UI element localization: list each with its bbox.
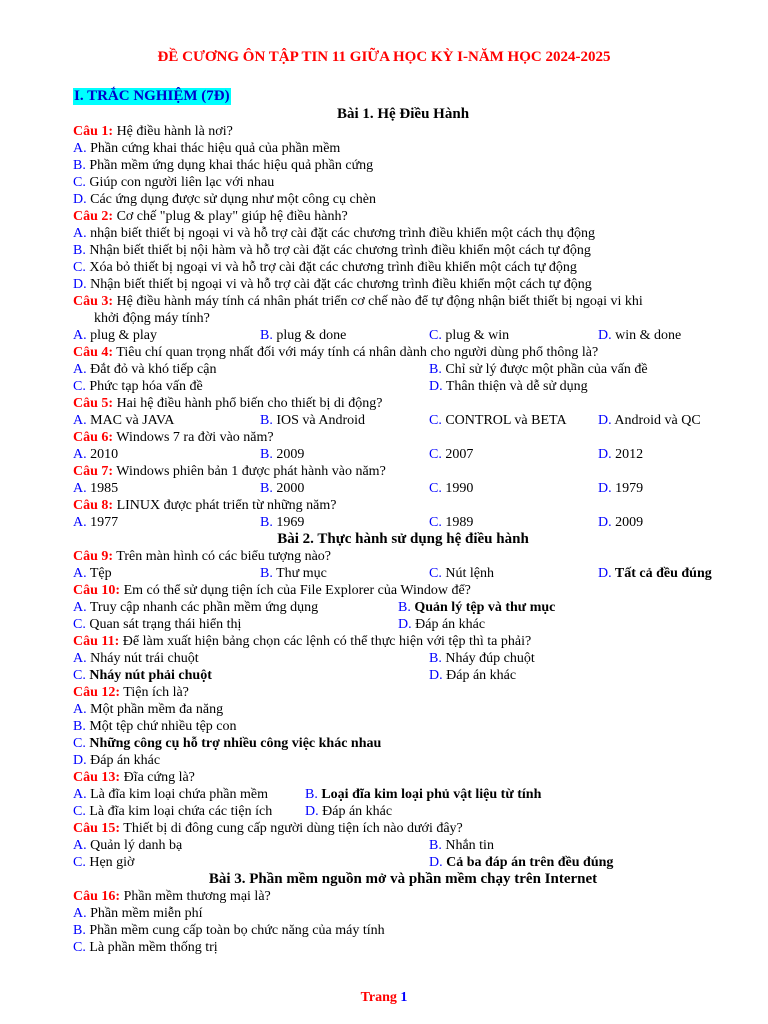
answer-option <box>398 616 485 633</box>
answer-letter: B. <box>260 566 273 581</box>
answer-row <box>73 650 733 667</box>
answer-text: Android và QC <box>611 413 701 428</box>
answer-text: 2000 <box>272 481 305 496</box>
answer-text: CONTROL và BETA <box>441 413 567 428</box>
lesson-heading: Bài 2. Thực hành sử dụng hệ điều hành <box>277 531 529 547</box>
question-line <box>73 123 733 140</box>
question-number: Câu 6: <box>73 430 114 445</box>
question-line <box>73 820 733 837</box>
question-text: Thiết bị di đông cung cấp người dùng tiện ích nào dưới đây? <box>120 821 463 836</box>
answer-row <box>73 616 733 633</box>
question-text: Tiện ích là? <box>120 685 189 700</box>
question-number: Câu 8: <box>73 498 114 513</box>
answer-option <box>598 565 712 582</box>
answer-text: 2012 <box>611 447 644 462</box>
footer-label: Trang <box>360 990 397 1005</box>
question-number: Câu 9: <box>73 549 114 564</box>
answer-option <box>73 446 118 463</box>
answer-option <box>429 327 509 344</box>
answer-text: 1990 <box>441 481 474 496</box>
lesson-heading: Bài 3. Phần mềm nguồn mở và phần mềm chạy trên Internet <box>208 871 598 887</box>
answer-row <box>73 361 733 378</box>
answer-letter: A. <box>73 838 87 853</box>
answer-text: Phần cứng khai thác hiệu quả của phần mềm <box>86 141 341 156</box>
question-text: Đĩa cứng là? <box>120 770 195 785</box>
answer-option <box>73 242 733 259</box>
answer-option <box>598 446 643 463</box>
answer-option <box>260 480 304 497</box>
answer-row <box>73 480 733 497</box>
answer-text: Đáp án khác <box>86 753 161 768</box>
answer-text: Loại đĩa kim loại phủ vật liệu từ tính <box>317 787 542 802</box>
answer-option <box>429 837 494 854</box>
question-text: Windows phiên bản 1 được phát hành vào năm? <box>113 464 386 479</box>
answer-text: Nháy nút trái chuột <box>86 651 199 666</box>
answer-text: Quản lý tệp và thư mục <box>410 600 556 615</box>
answer-letter: B. <box>429 838 442 853</box>
answer-row <box>73 854 733 871</box>
answer-letter: B. <box>429 651 442 666</box>
answer-text: Xóa bỏ thiết bị ngoại vi và hỗ trợ cài đặt các chương trình điều khiển một cách tự động <box>85 260 577 275</box>
answer-text: Là phần mềm thống trị <box>85 940 218 955</box>
answer-letter: A. <box>73 515 87 530</box>
question-text: Hệ điều hành máy tính cá nhân phát triển cơ chế nào để tự động nhận biết thiết bị ngoại vi khi <box>113 294 643 309</box>
answer-letter: D. <box>598 447 612 462</box>
answer-option <box>73 157 733 174</box>
answer-letter: A. <box>73 906 87 921</box>
answer-letter: D. <box>429 855 443 870</box>
answer-letter: C. <box>429 447 442 462</box>
answer-option <box>598 514 643 531</box>
answer-option <box>73 650 199 667</box>
answer-row <box>73 412 733 429</box>
answer-letter: B. <box>429 362 442 377</box>
answer-option <box>73 939 733 956</box>
question-text: Phần mềm thương mại là? <box>120 889 271 904</box>
question-text: Tiêu chí quan trọng nhất đối với máy tính cá nhân dành cho người dùng phổ thông là? <box>113 345 599 360</box>
question-line <box>73 395 733 412</box>
answer-letter: B. <box>73 923 86 938</box>
answer-text: plug & done <box>272 328 347 343</box>
answer-text: Nhận biết thiết bị ngoại vi và hỗ trợ cài đặt các chương trình điều khiển một cách tự động <box>86 277 592 292</box>
answer-text: Đáp án khác <box>318 804 393 819</box>
answer-letter: A. <box>73 787 87 802</box>
answer-option <box>429 650 535 667</box>
answer-option <box>73 514 118 531</box>
answer-row <box>73 378 733 395</box>
question-line <box>73 769 733 786</box>
answer-option <box>305 786 541 803</box>
question-line <box>73 888 733 905</box>
answer-option <box>73 259 733 276</box>
answer-letter: D. <box>598 515 612 530</box>
answer-option <box>73 854 134 871</box>
answer-option <box>73 565 112 582</box>
answer-text: Phần mềm ứng dụng khai thác hiệu quả phần cứng <box>85 158 374 173</box>
answer-option <box>429 854 613 871</box>
question-line <box>73 463 733 480</box>
answer-row <box>73 327 733 344</box>
answer-text: Tệp <box>86 566 112 581</box>
answer-option <box>73 225 733 242</box>
question-number: Câu 7: <box>73 464 114 479</box>
answer-option <box>73 616 241 633</box>
answer-row <box>73 599 733 616</box>
answer-text: Nháy nút phải chuột <box>85 668 212 683</box>
answer-option <box>73 412 174 429</box>
answer-text: Một phần mềm đa năng <box>86 702 224 717</box>
question-line <box>73 208 733 225</box>
question-text: Trên màn hình có các biểu tượng nào? <box>113 549 332 564</box>
answer-letter: A. <box>73 141 87 156</box>
question-number: Câu 13: <box>73 770 121 785</box>
answer-option <box>73 378 203 395</box>
answer-text: Một tệp chứ nhiều tệp con <box>85 719 237 734</box>
question-line <box>73 293 733 310</box>
answer-option <box>73 599 318 616</box>
question-number: Câu 10: <box>73 583 121 598</box>
answer-option <box>398 599 555 616</box>
answer-option <box>429 480 473 497</box>
answer-letter: C. <box>429 328 442 343</box>
answer-option <box>429 361 648 378</box>
answer-letter: C. <box>73 260 86 275</box>
question-text: Hệ điều hành là nơi? <box>113 124 233 139</box>
answer-option <box>73 174 733 191</box>
answer-row <box>73 803 733 820</box>
answer-option <box>73 735 733 752</box>
answer-option <box>598 412 701 429</box>
answer-text: 1969 <box>272 515 305 530</box>
answer-option <box>260 327 346 344</box>
answer-letter: D. <box>73 753 87 768</box>
answer-text: Tất cả đều đúng <box>611 566 712 581</box>
answer-text: Phần mềm cung cấp toàn bọ chức năng của máy tính <box>85 923 385 938</box>
answer-text: 2007 <box>441 447 474 462</box>
answer-text: plug & play <box>86 328 158 343</box>
answer-option <box>429 446 473 463</box>
question-line <box>73 633 733 650</box>
answer-text: Truy cập nhanh các phần mềm ứng dụng <box>86 600 319 615</box>
answer-text: Đáp án khác <box>442 668 517 683</box>
question-line <box>73 582 733 599</box>
answer-text: Phức tạp hóa vấn đề <box>85 379 203 394</box>
answer-option <box>260 565 327 582</box>
question-text: Em có thể sử dụng tiện ích của File Explorer của Window để? <box>120 583 471 598</box>
answer-option <box>73 191 733 208</box>
answer-row <box>73 446 733 463</box>
answer-letter: A. <box>73 328 87 343</box>
answer-text: Chỉ sử lý được một phần của vấn đề <box>441 362 648 377</box>
answer-row <box>73 514 733 531</box>
answer-letter: C. <box>73 940 86 955</box>
answer-text: Những công cụ hỗ trợ nhiều công việc khác nhau <box>85 736 382 751</box>
answer-text: Hẹn giờ <box>85 855 135 870</box>
answer-option <box>73 701 733 718</box>
answer-option <box>305 803 392 820</box>
answer-option <box>73 803 272 820</box>
answer-option <box>73 327 157 344</box>
answer-option <box>73 140 733 157</box>
answer-letter: B. <box>73 158 86 173</box>
question-text-continued: khởi động máy tính? <box>94 311 210 326</box>
question-line <box>73 429 733 446</box>
answer-text: Nút lệnh <box>441 566 494 581</box>
question-text: Để làm xuất hiện bảng chọn các lệnh có thể thực hiện với tệp thì ta phải? <box>119 634 532 649</box>
answer-letter: B. <box>260 447 273 462</box>
answer-text: 2010 <box>86 447 119 462</box>
answer-letter: C. <box>429 515 442 530</box>
answer-letter: A. <box>73 702 87 717</box>
answer-text: Đáp án khác <box>411 617 486 632</box>
answer-option <box>429 667 516 684</box>
answer-text: Quản lý danh bạ <box>86 838 183 853</box>
question-text: LINUX được phát triển từ những năm? <box>113 498 337 513</box>
answer-letter: D. <box>305 804 319 819</box>
answer-text: Là đĩa kim loại chứa phần mềm <box>86 787 268 802</box>
answer-option <box>429 378 588 395</box>
question-text: Cơ chế "plug & play" giúp hệ điều hành? <box>113 209 348 224</box>
answer-text: Nháy đúp chuột <box>441 651 535 666</box>
answer-option <box>598 327 681 344</box>
question-line <box>73 344 733 361</box>
answer-text: 1977 <box>86 515 119 530</box>
answer-text: Nhắn tin <box>441 838 494 853</box>
answer-option <box>73 905 733 922</box>
answer-option <box>73 718 733 735</box>
answer-row <box>73 786 733 803</box>
answer-option <box>73 786 268 803</box>
question-text: Windows 7 ra đời vào năm? <box>113 430 274 445</box>
answer-letter: C. <box>429 566 442 581</box>
answer-text: 1989 <box>441 515 474 530</box>
answer-letter: B. <box>305 787 318 802</box>
answer-text: Thư mục <box>272 566 327 581</box>
answer-row <box>73 565 733 582</box>
answer-letter: C. <box>429 413 442 428</box>
question-number: Câu 5: <box>73 396 114 411</box>
answer-letter: A. <box>73 413 87 428</box>
answer-text: win & done <box>611 328 682 343</box>
answer-letter: D. <box>73 192 87 207</box>
answer-letter: B. <box>73 719 86 734</box>
document-title: ĐỀ CƯƠNG ÔN TẬP TIN 11 GIỮA HỌC KỲ I-NĂM HỌC 2024-2025 <box>157 49 611 65</box>
answer-option <box>429 565 494 582</box>
question-text: Hai hệ điều hành phổ biến cho thiết bị di động? <box>113 396 383 411</box>
answer-letter: D. <box>429 668 443 683</box>
answer-letter: C. <box>73 804 86 819</box>
answer-text: Cả ba đáp án trên đều đúng <box>442 855 614 870</box>
question-number: Câu 15: <box>73 821 121 836</box>
answer-option <box>73 837 182 854</box>
question-number: Câu 2: <box>73 209 114 224</box>
answer-letter: B. <box>260 328 273 343</box>
answer-option <box>429 412 567 429</box>
answer-option <box>260 514 304 531</box>
question-number: Câu 12: <box>73 685 121 700</box>
answer-option <box>73 480 118 497</box>
answer-letter: D. <box>598 566 612 581</box>
answer-letter: A. <box>73 447 87 462</box>
answer-letter: A. <box>73 566 87 581</box>
question-number: Câu 3: <box>73 294 114 309</box>
answer-letter: B. <box>260 515 273 530</box>
section-heading: I. TRẮC NGHIỆM (7Đ) <box>74 88 230 104</box>
answer-letter: D. <box>73 277 87 292</box>
answer-letter: A. <box>73 651 87 666</box>
answer-text: Nhận biết thiết bị nội hàm và hỗ trợ cài đặt các chương trình điều khiển một cách tự động <box>85 243 591 258</box>
answer-letter: B. <box>73 243 86 258</box>
answer-letter: A. <box>73 481 87 496</box>
answer-option <box>429 514 473 531</box>
question-number: Câu 11: <box>73 634 120 649</box>
answer-text: 2009 <box>611 515 644 530</box>
question-list <box>73 106 733 956</box>
question-number: Câu 4: <box>73 345 114 360</box>
answer-text: MAC và JAVA <box>86 413 175 428</box>
answer-option <box>73 361 216 378</box>
answer-letter: B. <box>260 481 273 496</box>
answer-text: 1979 <box>611 481 644 496</box>
page-number: 1 <box>400 990 408 1005</box>
answer-text: Quan sát trạng thái hiển thị <box>85 617 242 632</box>
answer-option <box>260 446 304 463</box>
answer-letter: C. <box>73 855 86 870</box>
answer-letter: B. <box>260 413 273 428</box>
answer-row <box>73 837 733 854</box>
answer-letter: A. <box>73 600 87 615</box>
page-footer <box>0 990 768 1006</box>
answer-letter: B. <box>398 600 411 615</box>
answer-text: Đắt đỏ và khó tiếp cận <box>86 362 217 377</box>
question-line <box>73 497 733 514</box>
answer-letter: C. <box>73 736 86 751</box>
answer-text: Là đĩa kim loại chứa các tiện ích <box>85 804 273 819</box>
answer-option <box>73 667 212 684</box>
answer-text: nhận biết thiết bị ngoại vi và hỗ trợ cài đặt các chương trình điều khiển một cách thụ động <box>86 226 595 241</box>
answer-text: Các ứng dụng được sử dụng như một công cụ chèn <box>86 192 376 207</box>
answer-text: plug & win <box>441 328 510 343</box>
lesson-heading: Bài 1. Hệ Điều Hành <box>336 106 470 122</box>
question-line <box>73 684 733 701</box>
answer-option <box>73 922 733 939</box>
answer-letter: A. <box>73 362 87 377</box>
answer-text: Thân thiện và dễ sử dụng <box>442 379 588 394</box>
answer-text: 1985 <box>86 481 119 496</box>
answer-option <box>73 276 733 293</box>
question-number: Câu 16: <box>73 889 121 904</box>
question-line <box>73 548 733 565</box>
answer-option <box>73 752 733 769</box>
answer-letter: D. <box>598 481 612 496</box>
answer-letter: D. <box>398 617 412 632</box>
answer-text: IOS và Android <box>272 413 366 428</box>
question-number: Câu 1: <box>73 124 114 139</box>
answer-letter: C. <box>73 617 86 632</box>
answer-row <box>73 667 733 684</box>
answer-text: Phần mềm miễn phí <box>86 906 203 921</box>
answer-letter: C. <box>73 668 86 683</box>
answer-letter: D. <box>598 413 612 428</box>
answer-letter: C. <box>73 175 86 190</box>
answer-letter: C. <box>429 481 442 496</box>
answer-letter: A. <box>73 226 87 241</box>
answer-text: Giúp con người liên lạc với nhau <box>85 175 275 190</box>
answer-letter: D. <box>598 328 612 343</box>
answer-text: 2009 <box>272 447 305 462</box>
answer-option <box>260 412 365 429</box>
answer-letter: C. <box>73 379 86 394</box>
answer-option <box>598 480 643 497</box>
answer-letter: D. <box>429 379 443 394</box>
